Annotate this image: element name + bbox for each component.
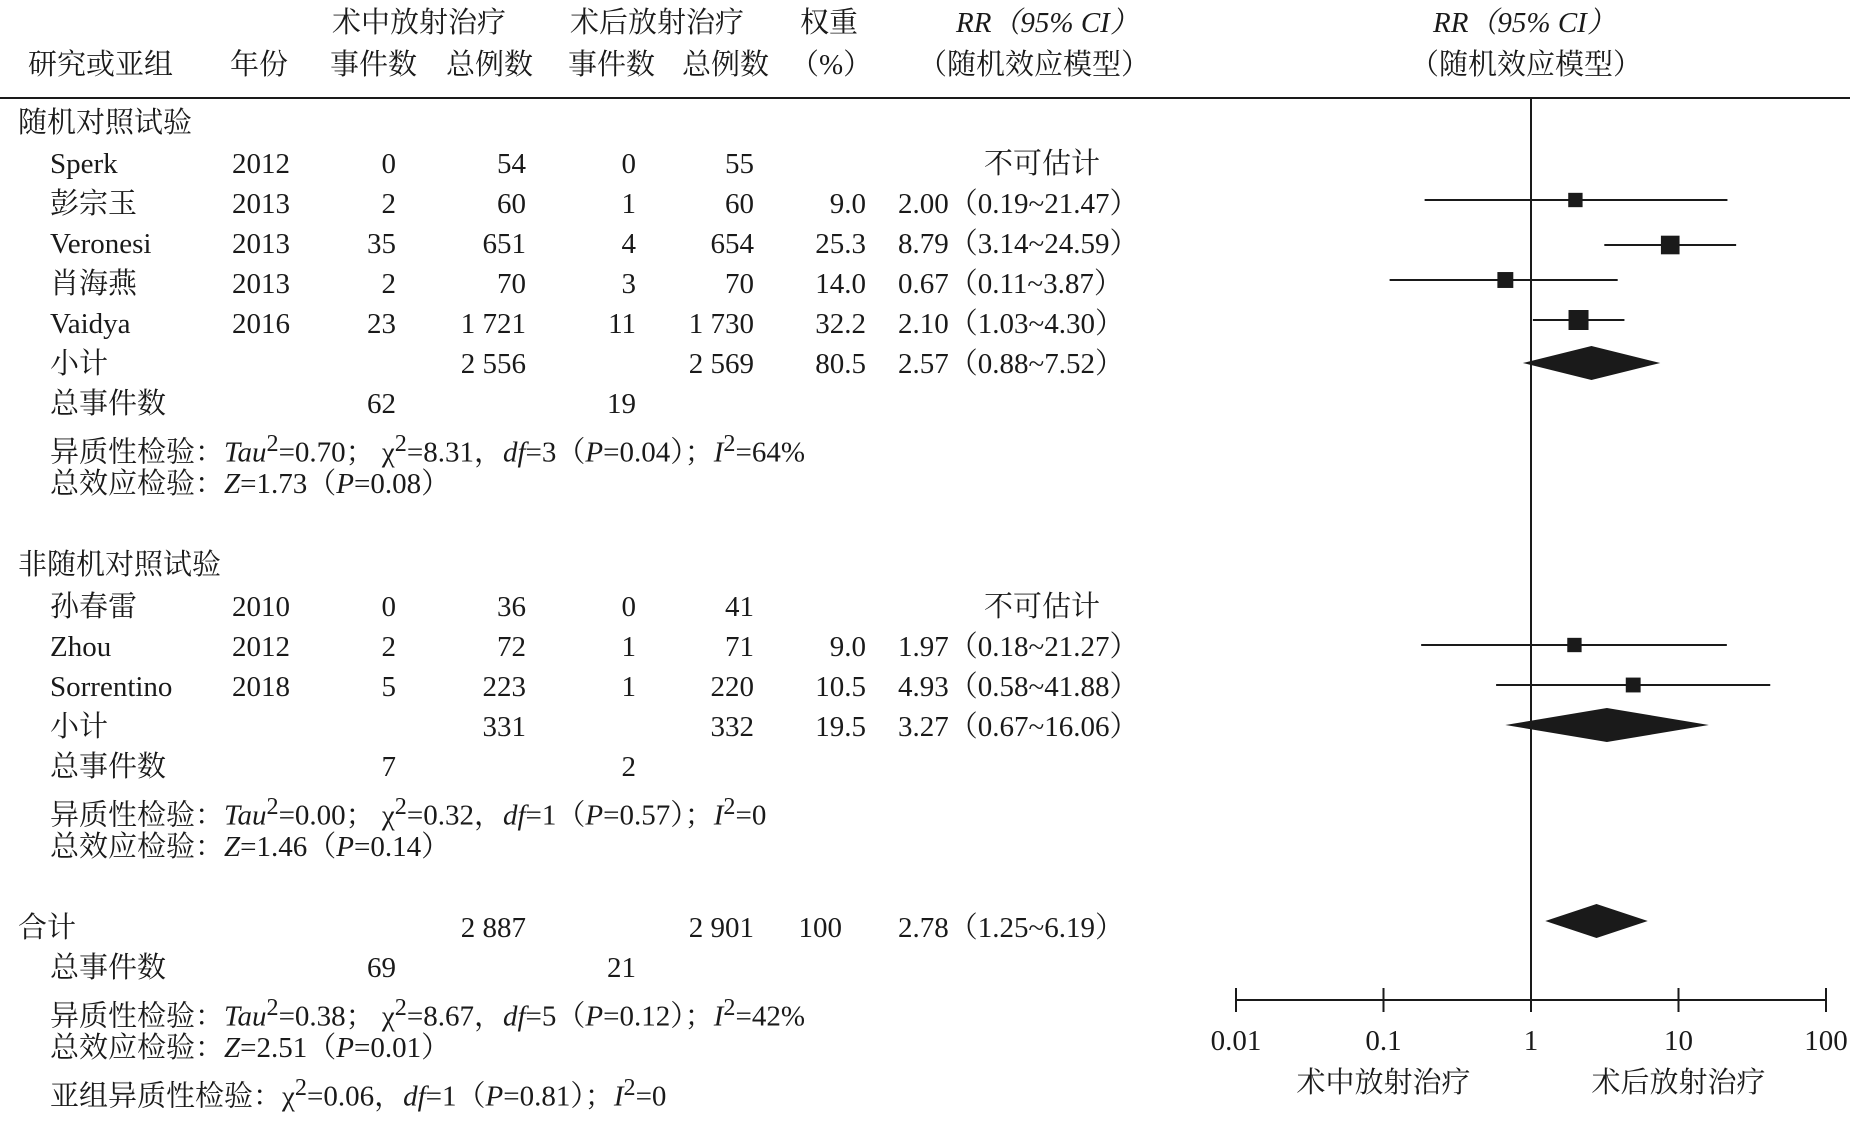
post-total: 41 xyxy=(725,591,754,623)
post-events: 21 xyxy=(607,952,636,984)
intra-total: 1 721 xyxy=(460,308,526,340)
study-rr: 2.10（1.03~4.30） xyxy=(898,308,1124,340)
header-rr-line1: RR（95% CI） xyxy=(956,7,1139,39)
i2-symbol: I xyxy=(713,1000,724,1033)
chi-value: =8.67， xyxy=(406,1000,503,1033)
intra-total: 70 xyxy=(497,268,526,300)
study-year: 2018 xyxy=(232,671,290,703)
df-symbol: df xyxy=(502,436,526,469)
chi-exponent: 2 xyxy=(394,430,407,457)
study-year: 2010 xyxy=(232,591,290,623)
post-total: 2 569 xyxy=(688,348,754,380)
p-symbol: P xyxy=(336,1032,354,1064)
p-value: =0.01） xyxy=(353,1032,451,1064)
events-label: 总事件数 xyxy=(50,751,167,783)
point-estimate xyxy=(1497,272,1513,288)
intra-events: 62 xyxy=(367,388,396,420)
post-events: 11 xyxy=(608,308,636,340)
study-marker xyxy=(1604,236,1736,255)
post-total: 71 xyxy=(725,631,754,663)
intra-total: 2 887 xyxy=(460,912,526,944)
tau-exponent: 2 xyxy=(266,793,279,820)
intra-events: 7 xyxy=(381,751,396,783)
intra-events: 0 xyxy=(381,591,396,623)
total-rr: 2.78（1.25~6.19） xyxy=(898,912,1124,944)
intra-total: 54 xyxy=(497,148,526,180)
i2-symbol: I xyxy=(713,799,724,832)
post-total: 1 730 xyxy=(688,308,754,340)
point-estimate xyxy=(1568,193,1582,207)
z-symbol: Z xyxy=(224,831,241,863)
study-weight: 25.3 xyxy=(815,228,866,260)
p-symbol: P xyxy=(585,436,604,469)
chi-value: =8.31， xyxy=(406,436,503,469)
study-name: Veronesi xyxy=(50,228,152,260)
post-total: 55 xyxy=(725,148,754,180)
subtotal-diamond-rct xyxy=(1523,346,1660,380)
study-name: 肖海燕 xyxy=(50,268,138,300)
z-symbol: Z xyxy=(224,1032,241,1064)
p-value: =0.08） xyxy=(353,468,451,500)
i2-value: =64% xyxy=(735,436,805,469)
i2-value: =0 xyxy=(635,1080,667,1113)
intra-events: 2 xyxy=(381,631,396,663)
tau-exponent: 2 xyxy=(266,994,279,1021)
heterogeneity-label: 异质性检验： xyxy=(50,436,225,469)
i2-value: =42% xyxy=(735,1000,805,1033)
post-events: 3 xyxy=(621,268,636,300)
df-symbol: df xyxy=(403,1080,426,1113)
study-rr: 8.79（3.14~24.59） xyxy=(898,228,1139,260)
post-total: 654 xyxy=(710,228,754,260)
point-estimate xyxy=(1567,638,1581,652)
intra-events: 2 xyxy=(381,268,396,300)
study-weight: 10.5 xyxy=(815,671,866,703)
chi-exponent: 2 xyxy=(394,793,407,820)
total-label: 合计 xyxy=(18,912,77,944)
df-value: =3（ xyxy=(525,436,586,469)
overall-label: 总效应检验： xyxy=(50,1032,225,1064)
study-rr: 2.00（0.19~21.47） xyxy=(898,188,1139,220)
events-label: 总事件数 xyxy=(50,388,167,420)
overall-label: 总效应检验： xyxy=(50,831,225,863)
study-marker xyxy=(1425,193,1728,207)
df-value: =1（ xyxy=(425,1080,486,1113)
intra-total: 651 xyxy=(482,228,526,260)
intra-total: 72 xyxy=(497,631,526,663)
study-name: 彭宗玉 xyxy=(50,188,138,220)
heterogeneity-label: 异质性检验： xyxy=(50,799,225,832)
p-symbol: P xyxy=(336,468,354,500)
tau-value: =0.00； xyxy=(278,799,375,832)
heterogeneity-test: 异质性检验：Tau$^2$=0.00； $\chi^2=0.32$，df=1（P=0.57）；$I^2=0$ xyxy=(50,793,767,832)
subtotal-diamond-nrct xyxy=(1505,708,1709,742)
header-post-total: 总例数 xyxy=(682,49,770,81)
i2-exponent: 2 xyxy=(623,1074,636,1101)
intra-events: 0 xyxy=(381,148,396,180)
post-events: 2 xyxy=(621,751,636,783)
overall-label: 总效应检验： xyxy=(50,468,225,500)
subtotal-rr: 3.27（0.67~16.06） xyxy=(898,711,1139,743)
header-year: 年份 xyxy=(230,49,289,81)
study-name: Sorrentino xyxy=(50,671,173,703)
total-diamond xyxy=(1545,904,1647,938)
p-symbol: P xyxy=(485,1080,504,1113)
study-marker xyxy=(1533,310,1625,330)
i2-symbol: I xyxy=(613,1080,624,1113)
df-symbol: df xyxy=(502,1000,526,1033)
header-intra-events: 事件数 xyxy=(330,49,418,81)
p-symbol: P xyxy=(336,831,354,863)
intra-events: 35 xyxy=(367,228,396,260)
study-rr: 不可估计 xyxy=(984,591,1101,623)
post-total: 332 xyxy=(710,711,754,743)
header-intra-group: 术中放射治疗 xyxy=(332,7,507,39)
point-estimate xyxy=(1626,678,1641,693)
z-symbol: Z xyxy=(224,468,241,500)
x-tick-label: 0.01 xyxy=(1210,1025,1262,1057)
heterogeneity-label: 异质性检验： xyxy=(50,1000,225,1033)
tau-symbol: Tau xyxy=(224,436,267,469)
study-name: 孙春雷 xyxy=(50,591,138,623)
p-value: =0.14） xyxy=(353,831,451,863)
chi-value: =0.06， xyxy=(306,1080,404,1113)
favours-right-label: 术后放射治疗 xyxy=(1591,1067,1766,1099)
i2-value: =0 xyxy=(735,799,767,832)
p-symbol: P xyxy=(585,1000,604,1033)
df-value: =5（ xyxy=(525,1000,586,1033)
intra-events: 2 xyxy=(381,188,396,220)
x-tick-label: 1 xyxy=(1523,1025,1539,1057)
group-title-rct: 随机对照试验 xyxy=(18,107,193,139)
subtotal-weight: 19.5 xyxy=(815,711,866,743)
study-marker xyxy=(1390,272,1618,288)
study-marker xyxy=(1496,678,1770,693)
post-events: 1 xyxy=(621,631,636,663)
z-value: =1.73（ xyxy=(240,468,337,500)
header-post-group: 术后放射治疗 xyxy=(570,7,745,39)
header-weight-line2: （%） xyxy=(790,49,873,81)
favours-left-label: 术中放射治疗 xyxy=(1296,1067,1471,1099)
study-year: 2012 xyxy=(232,148,290,180)
intra-events: 5 xyxy=(381,671,396,703)
post-total: 70 xyxy=(725,268,754,300)
p-value: =0.04）； xyxy=(603,436,714,469)
study-year: 2012 xyxy=(232,631,290,663)
study-weight: 32.2 xyxy=(815,308,866,340)
post-events: 0 xyxy=(621,148,636,180)
p-value: =0.81）； xyxy=(503,1080,614,1113)
post-events: 1 xyxy=(621,671,636,703)
x-tick-label: 0.1 xyxy=(1365,1025,1402,1057)
header-rr-line2: （随机效应模型） xyxy=(918,49,1151,81)
study-marker xyxy=(1421,638,1727,652)
x-tick-label: 10 xyxy=(1664,1025,1693,1057)
subtotal-weight: 80.5 xyxy=(815,348,866,380)
intra-total: 331 xyxy=(482,711,526,743)
tau-exponent: 2 xyxy=(266,430,279,457)
plot-header-rr-line1: RR（95% CI） xyxy=(1433,7,1616,39)
chi-value: =0.32， xyxy=(406,799,503,832)
chi-exponent: 2 xyxy=(394,994,407,1021)
study-year: 2013 xyxy=(232,228,290,260)
i2-exponent: 2 xyxy=(723,430,736,457)
subtotal-label: 小计 xyxy=(50,348,109,380)
p-value: =0.57）； xyxy=(603,799,714,832)
tau-symbol: Tau xyxy=(224,799,267,832)
study-name: Zhou xyxy=(50,631,112,663)
p-symbol: P xyxy=(585,799,604,832)
tau-value: =0.38； xyxy=(278,1000,375,1033)
heterogeneity-test: 异质性检验：Tau$^2$=0.70； $\chi^2=8.31$，df=3（P=0.04）；$I^2=64\%$ xyxy=(50,430,805,469)
p-value: =0.12）； xyxy=(603,1000,714,1033)
study-year: 2016 xyxy=(232,308,290,340)
df-symbol: df xyxy=(502,799,526,832)
study-year: 2013 xyxy=(232,268,290,300)
intra-total: 223 xyxy=(482,671,526,703)
subgroup-label: 亚组异质性检验： xyxy=(50,1080,283,1113)
plot-header-rr-line2: （随机效应模型） xyxy=(1410,49,1643,81)
total-weight: 100 xyxy=(798,912,842,944)
group-title-nrct: 非随机对照试验 xyxy=(18,549,222,581)
study-rr: 0.67（0.11~3.87） xyxy=(898,268,1123,300)
post-total: 220 xyxy=(710,671,754,703)
study-weight: 9.0 xyxy=(829,188,866,220)
subgroup-difference-test: 亚组异质性检验：$\chi^2=0.06$，df=1（P=0.81）；$I^2=0$ xyxy=(50,1074,667,1113)
post-events: 1 xyxy=(621,188,636,220)
i2-exponent: 2 xyxy=(723,994,736,1021)
header-weight-line1: 权重 xyxy=(800,7,859,39)
intra-total: 2 556 xyxy=(460,348,526,380)
post-events: 0 xyxy=(621,591,636,623)
point-estimate xyxy=(1569,310,1589,330)
point-estimate xyxy=(1661,236,1680,255)
header-study: 研究或亚组 xyxy=(28,49,174,81)
x-tick-label: 100 xyxy=(1804,1025,1848,1057)
intra-total: 36 xyxy=(497,591,526,623)
post-events: 19 xyxy=(607,388,636,420)
study-rr: 不可估计 xyxy=(984,148,1101,180)
post-events: 4 xyxy=(621,228,636,260)
z-value: =2.51（ xyxy=(240,1032,337,1064)
chi-exponent: 2 xyxy=(294,1074,307,1101)
z-value: =1.46（ xyxy=(240,831,337,863)
post-total: 60 xyxy=(725,188,754,220)
subtotal-rr: 2.57（0.88~7.52） xyxy=(898,348,1124,380)
intra-events: 69 xyxy=(367,952,396,984)
subtotal-label: 小计 xyxy=(50,711,109,743)
tau-value: =0.70； xyxy=(278,436,375,469)
study-year: 2013 xyxy=(232,188,290,220)
study-rr: 1.97（0.18~21.27） xyxy=(898,631,1139,663)
study-name: Sperk xyxy=(50,148,118,180)
study-weight: 9.0 xyxy=(829,631,866,663)
df-value: =1（ xyxy=(525,799,586,832)
events-label: 总事件数 xyxy=(50,952,167,984)
header-intra-total: 总例数 xyxy=(446,49,534,81)
intra-events: 23 xyxy=(367,308,396,340)
intra-total: 60 xyxy=(497,188,526,220)
study-name: Vaidya xyxy=(50,308,131,340)
i2-symbol: I xyxy=(713,436,724,469)
study-weight: 14.0 xyxy=(815,268,866,300)
tau-symbol: Tau xyxy=(224,1000,267,1033)
study-rr: 4.93（0.58~41.88） xyxy=(898,671,1139,703)
i2-exponent: 2 xyxy=(723,793,736,820)
header-post-events: 事件数 xyxy=(568,49,656,81)
heterogeneity-test: 异质性检验：Tau$^2$=0.38； $\chi^2=8.67$，df=5（P=0.12）；$I^2=42\%$ xyxy=(50,994,805,1033)
post-total: 2 901 xyxy=(688,912,754,944)
